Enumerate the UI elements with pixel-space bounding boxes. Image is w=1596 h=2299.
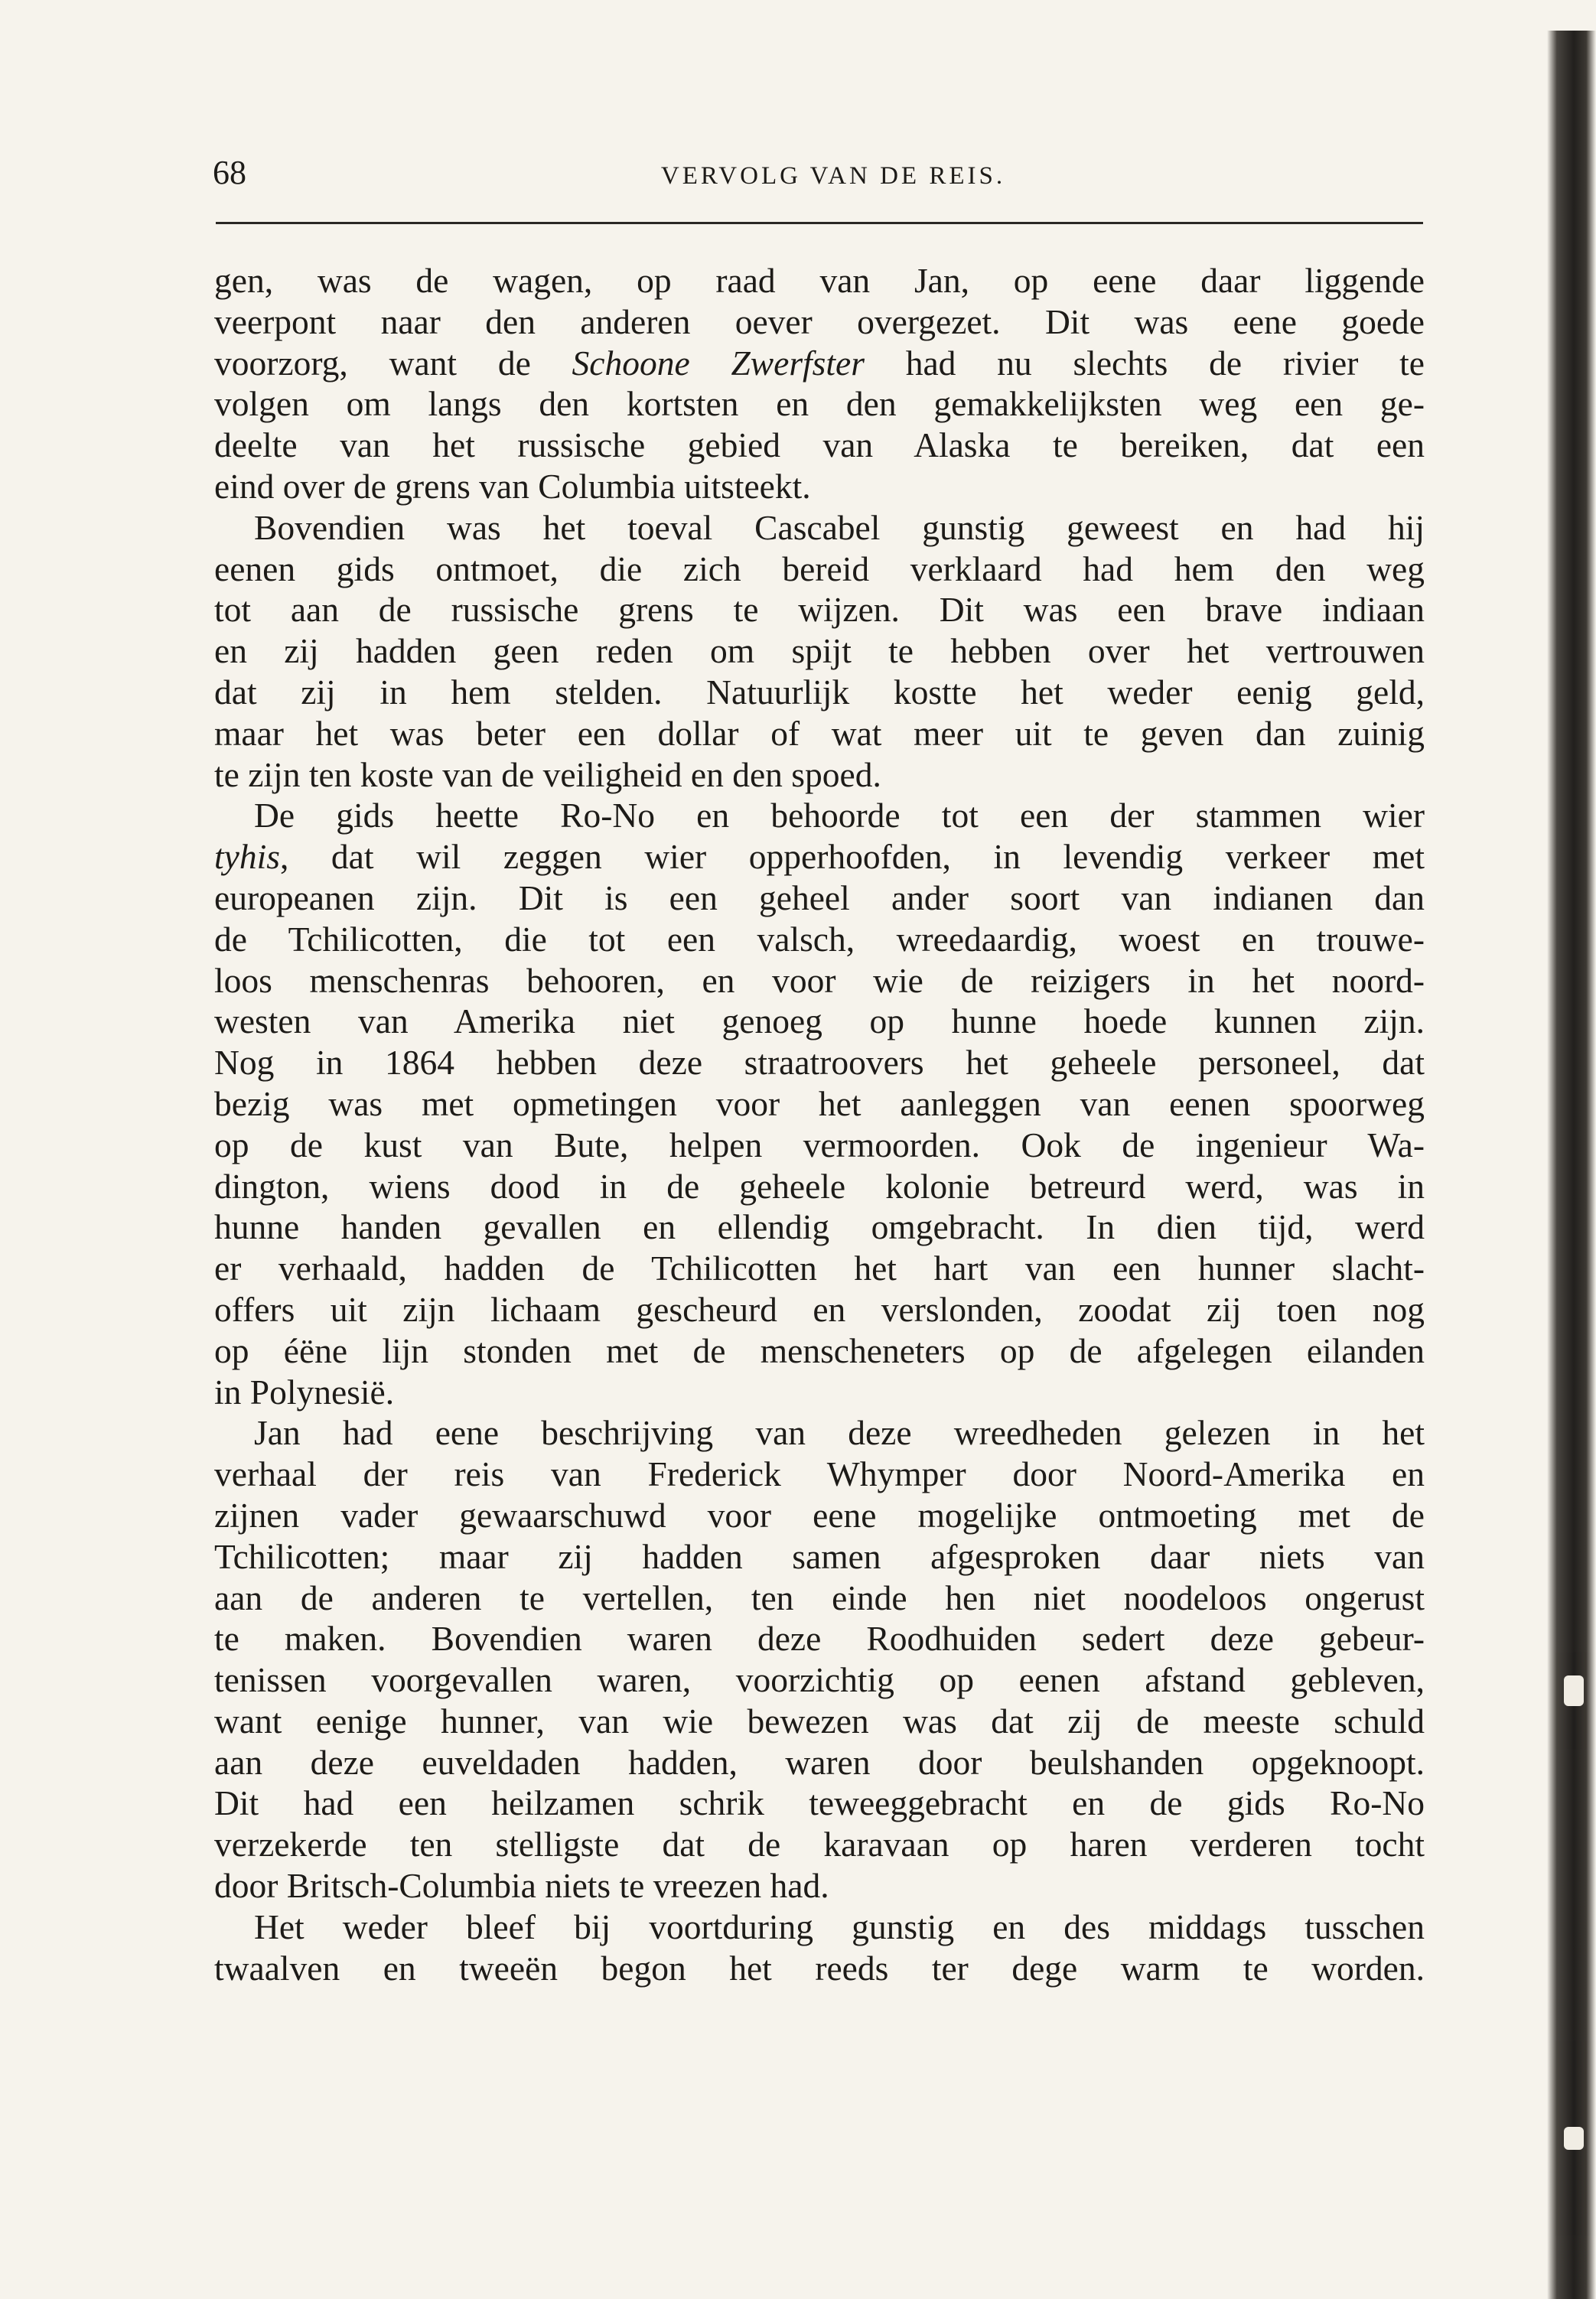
text-line: aan de anderen te vertellen, ten einde hen niet noodeloos ongerust bbox=[214, 1578, 1425, 1617]
text-line: hunne handen gevallen en ellendig omgebracht. In dien tijd, werd bbox=[214, 1207, 1425, 1247]
text-line: Nog in 1864 hebben deze straatroovers het geheele personeel, dat bbox=[214, 1043, 1425, 1083]
text-line: dat zij in hem stelden. Natuurlijk kostte het weder eenig geld, bbox=[214, 672, 1425, 712]
text-line: en zij hadden geen reden om spijt te hebben over het vertrouwen bbox=[214, 631, 1425, 671]
text-line: verhaal der reis van Frederick Whymper door Noord-Amerika en bbox=[214, 1454, 1425, 1494]
text-line: in Polynesië. bbox=[214, 1372, 395, 1412]
text-line: zijnen vader gewaarschuwd voor eene mogelijke ontmoeting met de bbox=[214, 1495, 1425, 1535]
text-line: tyhis, dat wil zeggen wier opperhoofden, in levendig verkeer met bbox=[214, 837, 1425, 877]
text-line: door Britsch-Columbia niets te vreezen had. bbox=[214, 1866, 829, 1906]
paragraph bbox=[214, 1907, 1425, 1989]
binding-notch bbox=[1564, 1675, 1584, 1706]
text-line: tenissen voorgevallen waren, voorzichtig op eenen afstand gebleven, bbox=[214, 1660, 1425, 1700]
italic-term: tyhis bbox=[214, 837, 280, 877]
paragraph bbox=[214, 1412, 1425, 1907]
paragraph bbox=[214, 795, 1425, 1412]
text-line: Bovendien was het toeval Cascabel gunstig geweest en had hij bbox=[254, 507, 1425, 547]
text-line: europeanen zijn. Dit is een geheel ander soort van indianen dan bbox=[214, 878, 1425, 917]
text-line: te maken. Bovendien waren deze Roodhuiden sedert deze gebeur- bbox=[214, 1619, 1425, 1659]
page-binding-edge bbox=[1547, 31, 1596, 2299]
text-line: Dit had een heilzamen schrik teweeggebracht en de gids Ro-No bbox=[214, 1783, 1425, 1823]
text-line: maar het was beter een dollar of wat meer uit te geven dan zuinig bbox=[214, 713, 1425, 753]
text-line: De gids heette Ro-No en behoorde tot een der stammen wier bbox=[254, 796, 1425, 835]
text-line: eind over de grens van Columbia uitsteekt. bbox=[214, 466, 811, 506]
binding-notch bbox=[1564, 2127, 1584, 2150]
text-line: bezig was met opmetingen voor het aanleggen van eenen spoorweg bbox=[214, 1083, 1425, 1123]
text-line: verzekerde ten stelligste dat de karavaan op haren verderen tocht bbox=[214, 1825, 1425, 1864]
text-line: veerpont naar den anderen oever overgezet. Dit was eene goede bbox=[214, 301, 1425, 341]
text-line: eenen gids ontmoet, die zich bereid verklaard had hem den weg bbox=[214, 549, 1425, 588]
page-number: 68 bbox=[213, 154, 246, 191]
text-line: Het weder bleef bij voortduring gunstig en des middags tusschen bbox=[254, 1907, 1425, 1946]
text-line: Jan had eene beschrijving van deze wreedheden gelezen in het bbox=[254, 1413, 1425, 1453]
italic-term: Schoone Zwerfster bbox=[572, 343, 865, 383]
text-line: voorzorg, want de Schoone Zwerfster had nu slechts de rivier te bbox=[214, 343, 1425, 383]
text-line: de Tchilicotten, die tot een valsch, wreedaardig, woest en trouwe- bbox=[214, 919, 1425, 959]
text-line: want eenige hunner, van wie bewezen was dat zij de meeste schuld bbox=[214, 1701, 1425, 1741]
text-line: te zijn ten koste van de veiligheid en den spoed. bbox=[214, 754, 881, 794]
text-line: tot aan de russische grens te wijzen. Dit was een brave indiaan bbox=[214, 590, 1425, 630]
text-line: deelte van het russische gebied van Alaska te bereiken, dat een bbox=[214, 425, 1425, 465]
text-line: twaalven en tweeën begon het reeds ter dege warm te worden. bbox=[214, 1948, 1425, 1988]
body-text bbox=[214, 260, 1425, 1988]
paragraph bbox=[214, 507, 1425, 796]
text-line: dington, wiens dood in de geheele kolonie betreurd werd, was in bbox=[214, 1166, 1425, 1206]
running-title: VERVOLG VAN DE REIS. bbox=[660, 162, 1006, 190]
text-line: offers uit zijn lichaam gescheurd en verslonden, zoodat zij toen nog bbox=[214, 1289, 1425, 1329]
text-line: aan deze euveldaden hadden, waren door beulshanden opgeknoopt. bbox=[214, 1742, 1425, 1782]
text-line: volgen om langs den kortsten en den gemakkelijksten weg een ge- bbox=[214, 384, 1425, 424]
text-line: gen, was de wagen, op raad van Jan, op eene daar liggende bbox=[214, 261, 1425, 300]
paragraph bbox=[214, 260, 1425, 507]
text-line: loos menschenras behooren, en voor wie de reizigers in het noord- bbox=[214, 960, 1425, 1000]
text-line: op de kust van Bute, helpen vermoorden. Ook de ingenieur Wa- bbox=[214, 1125, 1425, 1164]
text-line: westen van Amerika niet genoeg op hunne hoede kunnen zijn. bbox=[214, 1001, 1425, 1041]
header-rule bbox=[216, 222, 1423, 224]
text-line: op éëne lijn stonden met de menscheneters op de afgelegen eilanden bbox=[214, 1330, 1425, 1370]
text-line: Tchilicotten; maar zij hadden samen afgesproken daar niets van bbox=[214, 1536, 1425, 1576]
page-header bbox=[213, 150, 1423, 204]
text-line: er verhaald, hadden de Tchilicotten het hart van een hunner slacht- bbox=[214, 1249, 1425, 1288]
